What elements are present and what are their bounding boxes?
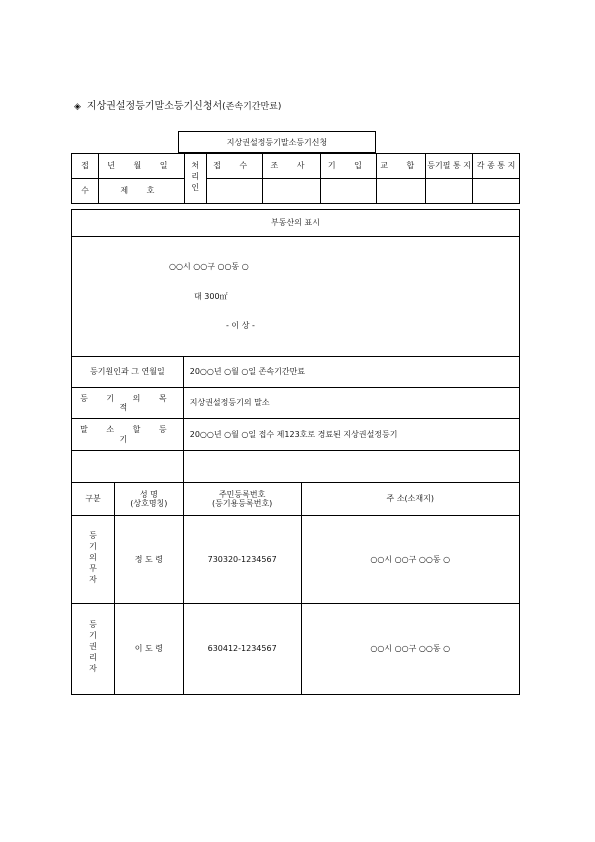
blank-cell xyxy=(473,179,520,204)
field-value: 20○○년 ○월 ○일 존속기간만료 xyxy=(183,357,519,388)
party-role: 등기권리자 xyxy=(72,604,115,695)
party-role: 등기의무자 xyxy=(72,516,115,604)
property-end-mark: - 이 상 - xyxy=(226,321,255,330)
party-address: ○○시 ○○구 ○○동 ○ xyxy=(301,604,519,695)
field-value: 20○○년 ○월 ○일 접수 제123호로 경료된 지상권설정등기 xyxy=(183,419,519,451)
property-section-title: 부동산의 표시 xyxy=(72,210,520,237)
property-address: ○○시 ○○구 ○○동 ○ xyxy=(169,262,249,271)
field-label: 등기원인과 그 연월일 xyxy=(72,357,184,388)
parties-header-address: 주 소(소재지) xyxy=(301,483,519,516)
document-heading xyxy=(74,97,281,112)
receipt-number-cell: 제 호 xyxy=(98,179,184,204)
col-examine: 조 사 xyxy=(262,154,321,179)
property-description-cell xyxy=(72,237,520,357)
receipt-table xyxy=(71,153,520,204)
col-various-notice: 각 종 통 지 xyxy=(473,154,520,179)
party-name: 정 도 령 xyxy=(114,516,183,604)
blank-cell xyxy=(206,179,262,204)
application-title-box xyxy=(178,131,376,153)
blank-cell xyxy=(262,179,321,204)
field-label: 말 소 할 등 기 xyxy=(72,419,184,451)
party-address: ○○시 ○○구 ○○동 ○ xyxy=(301,516,519,604)
field-value xyxy=(183,451,519,483)
main-form-table xyxy=(71,209,520,695)
field-value: 지상권설정등기의 말소 xyxy=(183,388,519,419)
processor-cell: 처리인 xyxy=(184,154,206,204)
diamond-bullet-icon: ◈ xyxy=(74,102,81,112)
party-id: 730320-1234567 xyxy=(183,516,301,604)
col-entry: 기 입 xyxy=(321,154,377,179)
field-label xyxy=(72,451,184,483)
receipt-label-cell-2: 수 xyxy=(72,179,99,204)
party-name: 이 도 령 xyxy=(114,604,183,695)
parties-header-id: 주민등록번호 (등기용등록번호) xyxy=(183,483,301,516)
property-land: 대 300㎡ xyxy=(194,292,228,301)
blank-cell xyxy=(377,179,426,204)
field-label: 등 기 의 목 적 xyxy=(72,388,184,419)
party-id: 630412-1234567 xyxy=(183,604,301,695)
col-receipt: 접 수 xyxy=(206,154,262,179)
receipt-label-cell: 접 xyxy=(72,154,99,179)
col-collation: 교 합 xyxy=(377,154,426,179)
application-title: 지상권설정등기말소등기신청 xyxy=(226,138,328,147)
document-subtitle: (존속기간만료) xyxy=(222,102,282,112)
col-completion-notice: 등기필 통 지 xyxy=(426,154,473,179)
receipt-date-cell: 년 월 일 xyxy=(98,154,184,179)
document-title: 지상권설정등기말소등기신청서 xyxy=(86,101,223,112)
blank-cell xyxy=(321,179,377,204)
parties-header-name: 성 명 (상호명칭) xyxy=(114,483,183,516)
parties-header-category: 구분 xyxy=(72,483,115,516)
blank-cell xyxy=(426,179,473,204)
